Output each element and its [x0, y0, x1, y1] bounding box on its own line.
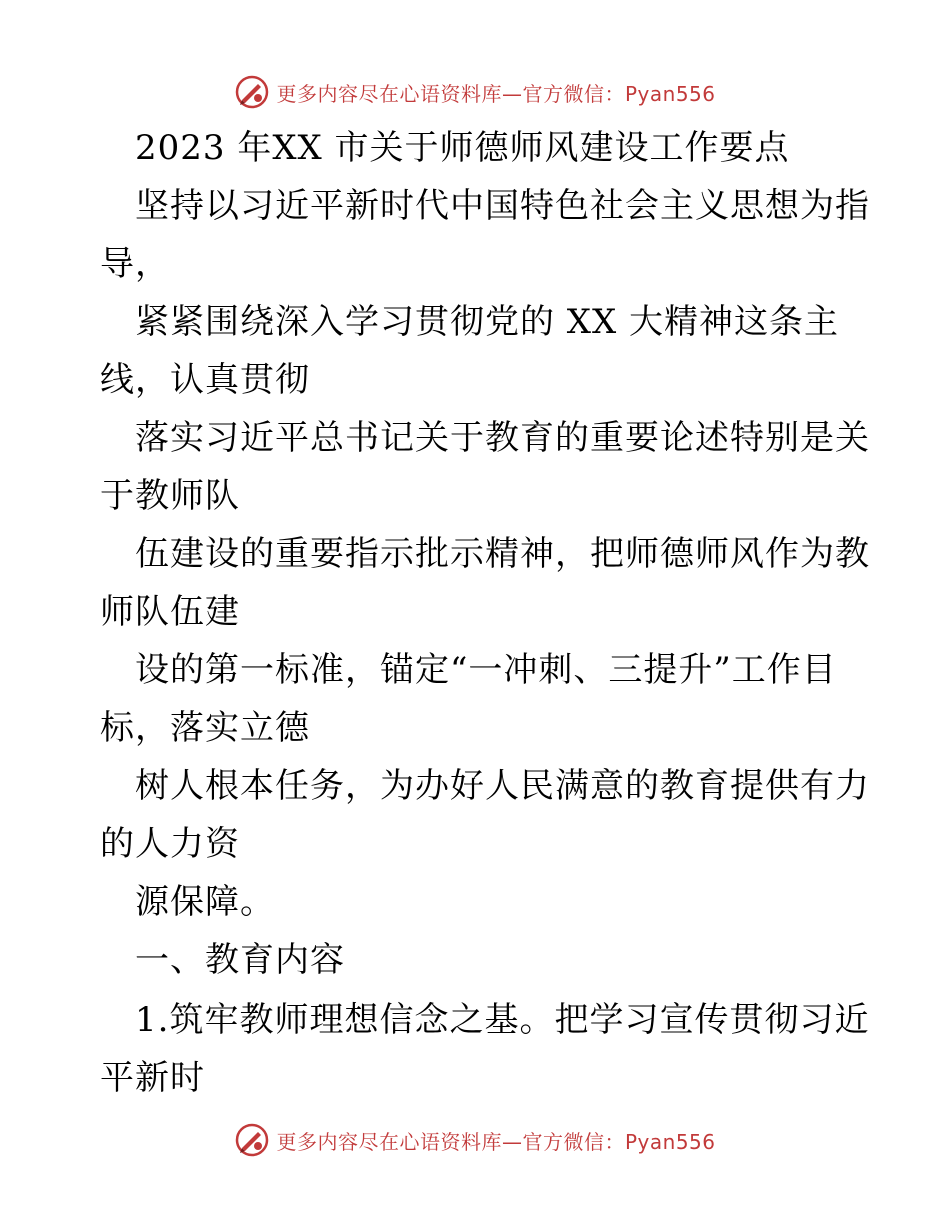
paragraph-line: 1.筑牢教师理想信念之基。把学习宣传贯彻习近: [135, 1000, 870, 1040]
banner-wechat-label: 官方微信：: [522, 1129, 625, 1154]
banner-separator: —: [501, 1129, 523, 1154]
footer-banner: [0, 1120, 950, 1160]
paragraph-line: 伍建设的重要指示批示精神，把师德师风作为教: [135, 534, 870, 574]
paragraph-line: 师队伍建: [100, 592, 240, 632]
paragraph-line: 导，: [100, 244, 170, 284]
banner-main-text: 更多内容尽在心语资料库: [276, 81, 502, 106]
paragraph-line: 平新时: [100, 1058, 205, 1098]
pen-logo-icon: [234, 1122, 270, 1158]
banner-text: [276, 1126, 715, 1155]
banner-text: [276, 78, 715, 107]
paragraph-line: 紧紧围绕深入学习贯彻党的 XX 大精神这条主: [135, 302, 840, 342]
pen-logo-icon: [234, 74, 270, 110]
banner-wechat-label: 官方微信：: [522, 81, 625, 106]
header-banner: [0, 72, 950, 112]
paragraph-line: 线，认真贯彻: [100, 360, 310, 400]
paragraph-line: 标，落实立德: [100, 708, 310, 748]
section-heading: 一、教育内容: [135, 940, 345, 980]
banner-wechat-id: Pyan556: [624, 81, 716, 106]
paragraph-line: 落实习近平总书记关于教育的重要论述特别是关: [135, 418, 870, 458]
paragraph-line: 的人力资: [100, 824, 240, 864]
banner-wechat-id: Pyan556: [624, 1129, 716, 1154]
paragraph-line: 设的第一标准，锚定“一冲刺、三提升”工作目: [135, 650, 837, 690]
paragraph-line: 源保障。: [135, 882, 275, 922]
banner-separator: —: [501, 81, 523, 106]
paragraph-line: 于教师队: [100, 476, 240, 516]
document-title: 2023 年XX 市关于师德师风建设工作要点: [135, 128, 790, 168]
banner-main-text: 更多内容尽在心语资料库: [276, 1129, 502, 1154]
paragraph-line: 树人根本任务，为办好人民满意的教育提供有力: [135, 766, 870, 806]
paragraph-line: 坚持以习近平新时代中国特色社会主义思想为指: [135, 186, 870, 226]
